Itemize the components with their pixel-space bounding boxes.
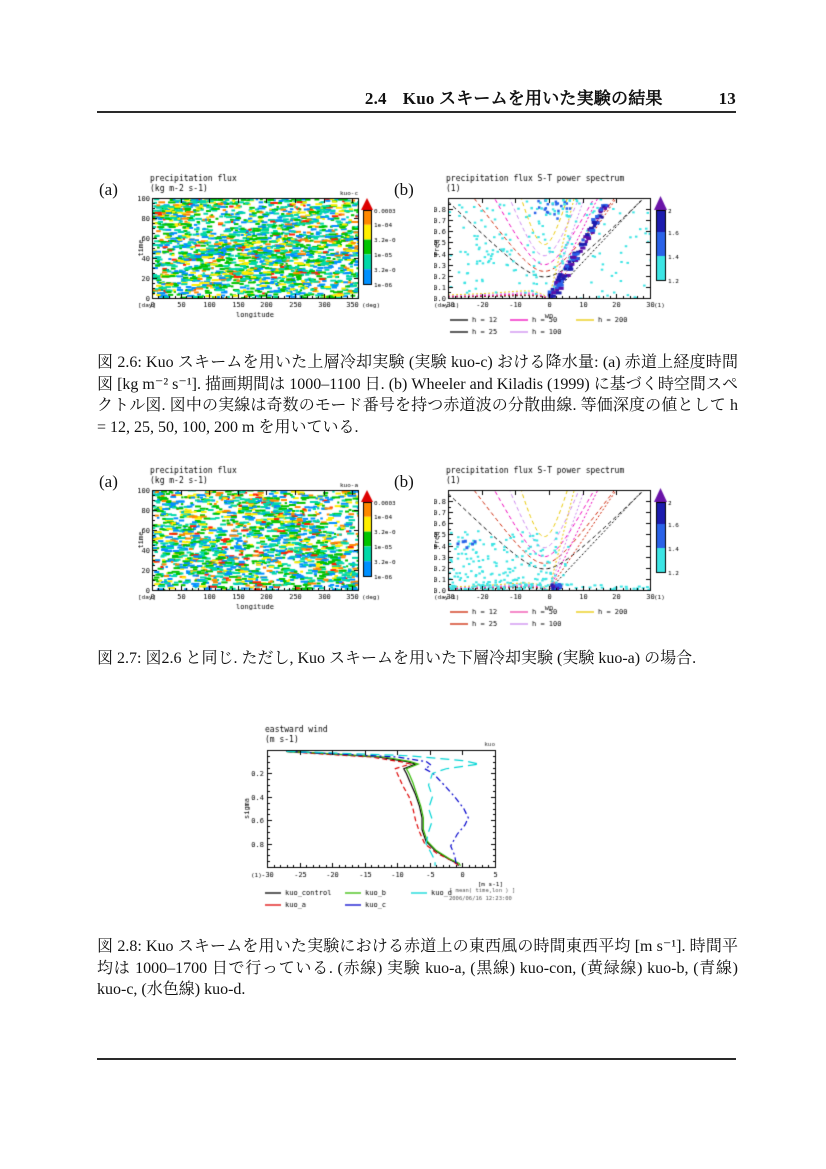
page-header <box>97 84 736 109</box>
header-rule <box>97 111 736 113</box>
fig-2-6-caption: 図 2.6: Kuo スキームを用いた上層冷却実験 (実験 kuo-c) おける降水量: (a) 赤道上経度時間図 [kg m⁻² s⁻¹]. 描画期間は 1000–1100 日. (b) Wheeler and Kiladis (1999) に基づく時空間スペクトル図. 図中の実線は奇数のモード番号を持つ赤道波の分散曲線. 等価深度の値として h = 12, 25, 50, 100, 200 m を用いている. <box>97 354 738 436</box>
fig-2-7a-hovmoller-plot <box>138 462 396 612</box>
fig-2-7-panel-b-label: (b) <box>394 472 414 491</box>
fig-2-7b-spectrum-plot <box>434 462 692 634</box>
fig-2-8-wind-profile-plot <box>243 720 555 918</box>
fig-2-7-caption: 図 2.7: 図2.6 と同じ. ただし, Kuo スキームを用いた下層冷却実験 (実験 kuo-a) の場合. <box>97 650 697 667</box>
footer-rule <box>97 1058 736 1060</box>
fig-2-6-panel-b-label: (b) <box>394 180 414 199</box>
section-title: Kuo スキームを用いた実験の結果 <box>402 89 663 108</box>
fig-2-6b-spectrum-plot <box>434 170 692 342</box>
page-number: 13 <box>718 89 736 108</box>
fig-2-7-panel-a-label: (a) <box>99 472 118 491</box>
section-number: 2.4 <box>364 89 387 108</box>
fig-2-6-panel-a-label: (a) <box>99 180 118 199</box>
fig-2-6a-hovmoller-plot <box>138 170 396 320</box>
fig-2-8-caption: 図 2.8: Kuo スキームを用いた実験における赤道上の東西風の時間東西平均 [m s⁻¹]. 時間平均は 1000–1700 日で行っている. (赤線) 実験 kuo-a, (黒線) kuo-con, (黄緑線) kuo-b, (青線) kuo-c, (水色線) kuo-d. <box>97 938 738 998</box>
